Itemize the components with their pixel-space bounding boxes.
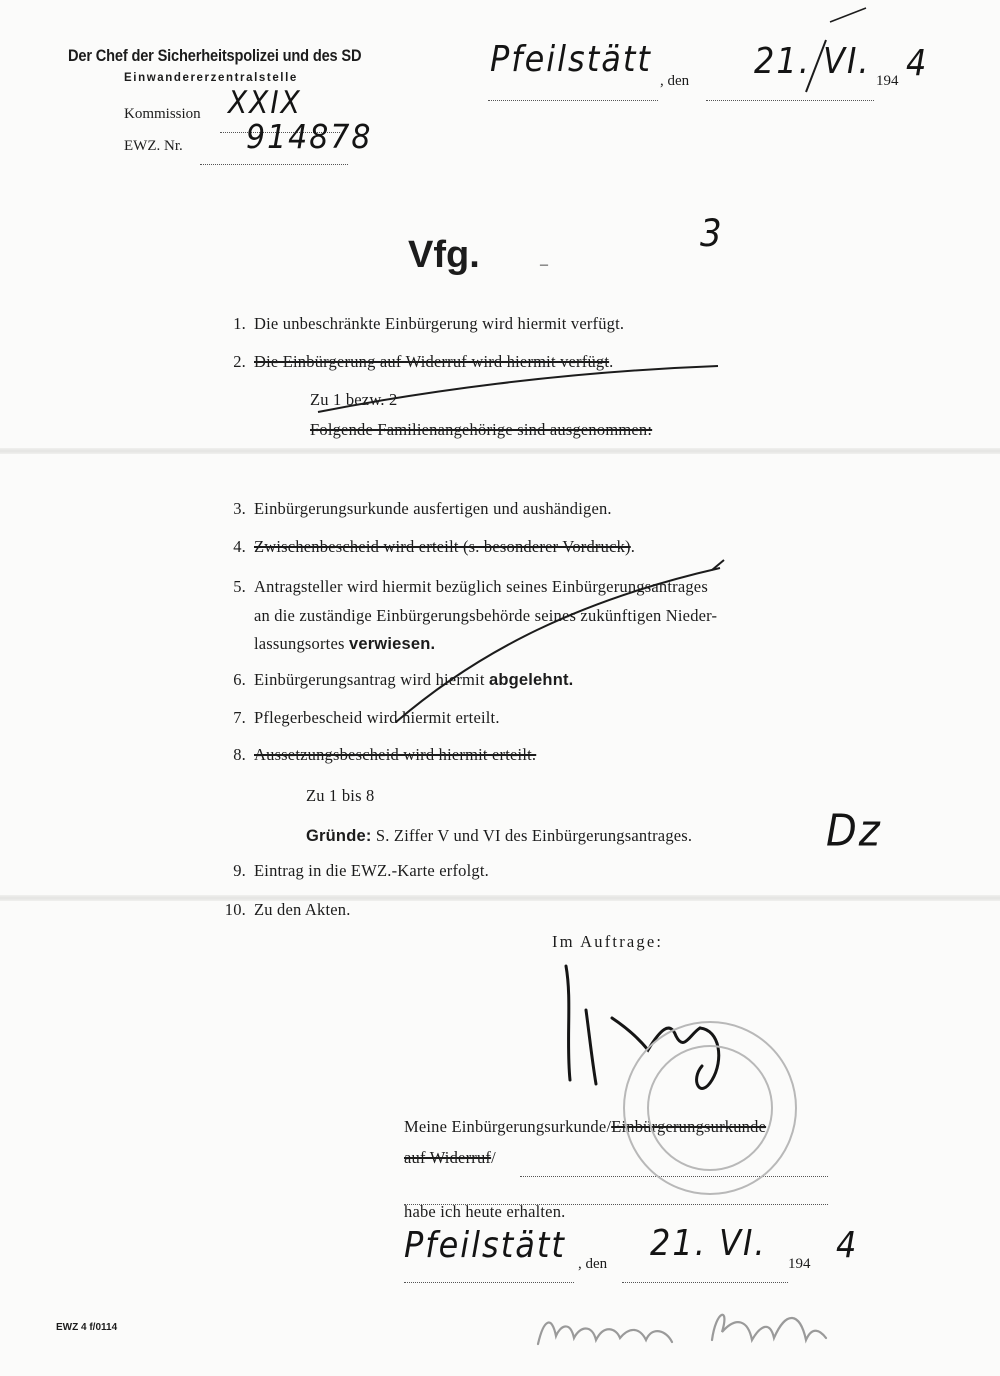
sub-family-excluded: Folgende Familienangehörige sind ausgenommen: [310, 420, 653, 439]
year-handwritten: 4 [906, 42, 929, 84]
item-5: 5. Antragsteller wird hiermit bezüglich seines Einbürgerungsantrages [233, 577, 708, 596]
item-10: 10. Zu den Akten. [224, 900, 351, 919]
item-4: 4. Zwischenbescheid wird erteilt (s. besonderer Vordruck). [233, 537, 636, 556]
year-prefix: 194 [876, 73, 899, 89]
item-5-line-2: an die zuständige Einbürgerungsbehörde seines zukünftigen Nieder- [254, 606, 718, 625]
receipt-place-handwritten: Pfeilstätt [404, 1224, 566, 1266]
item-9: 9. Eintrag in die EWZ.-Karte erfolgt. [233, 861, 489, 880]
cancel-stroke [806, 40, 826, 92]
document-title: Vfg. [408, 234, 480, 276]
item-5-line-3: lassungsortes verwiesen. [254, 634, 436, 653]
initials-handwritten: Dz [826, 805, 882, 857]
item-1: 1. Die unbeschränkte Einbürgerung wird hiermit verfügt. [233, 314, 625, 333]
receipt-year-prefix: 194 [788, 1256, 811, 1272]
authority-heading: Der Chef der Sicherheitspolizei und des SD [68, 46, 362, 65]
item-8: 8. Aussetzungsbescheid wird hiermit erteilt. [233, 745, 537, 764]
item-3: 3. Einbürgerungsurkunde ausfertigen und aushändigen. [233, 499, 612, 518]
page-mark-handwritten: 3 [700, 212, 724, 256]
receipt-line-2: auf Widerruf/ [404, 1148, 496, 1167]
form-code: EWZ 4 f/0114 [56, 1322, 118, 1333]
cancel-stroke [318, 366, 718, 412]
im-auftrage-label: Im Auftrage: [552, 932, 664, 951]
item-6: 6. Einbürgerungsantrag wird hiermit abgelehnt. [233, 670, 574, 689]
cancel-stroke [396, 568, 720, 722]
ewz-number-value: 914878 [246, 118, 373, 157]
archive-stamp [624, 1022, 796, 1194]
office-subheading: Einwandererzentralstelle [124, 72, 298, 84]
sub-zu-1-bis-8: Zu 1 bis 8 [306, 786, 375, 805]
receipt-den-label: , den [578, 1256, 608, 1272]
kommission-value: XXIX [228, 84, 302, 121]
recipient-signature [538, 1315, 826, 1344]
sub-zu-1-bezw-2: Zu 1 bezw. 2 [310, 390, 398, 409]
receipt-date-handwritten: 21. VI. [650, 1222, 767, 1264]
kommission-label: Kommission [124, 106, 201, 122]
reasons-line: Gründe: S. Ziffer V und VI des Einbürgerungsantrages. [306, 826, 693, 845]
ewz-number-label: EWZ. Nr. [124, 138, 183, 154]
dash-mark: – [540, 256, 548, 273]
date-handwritten: 21. VI. [754, 40, 871, 82]
den-label: , den [660, 73, 690, 89]
receipt-year-handwritten: 4 [836, 1224, 859, 1266]
official-signature [566, 966, 719, 1088]
receipt-line-1: Meine Einbürgerungsurkunde/Einbürgerungsurkunde [404, 1117, 767, 1136]
item-7: 7. Pflegerbescheid wird hiermit erteilt. [233, 708, 500, 727]
item-2: 2. Die Einbürgerung auf Widerruf wird hiermit verfügt. [233, 352, 614, 371]
place-handwritten: Pfeilstätt [490, 38, 652, 80]
receipt-line-3: habe ich heute erhalten. [404, 1202, 566, 1221]
cancel-stroke [830, 8, 866, 22]
